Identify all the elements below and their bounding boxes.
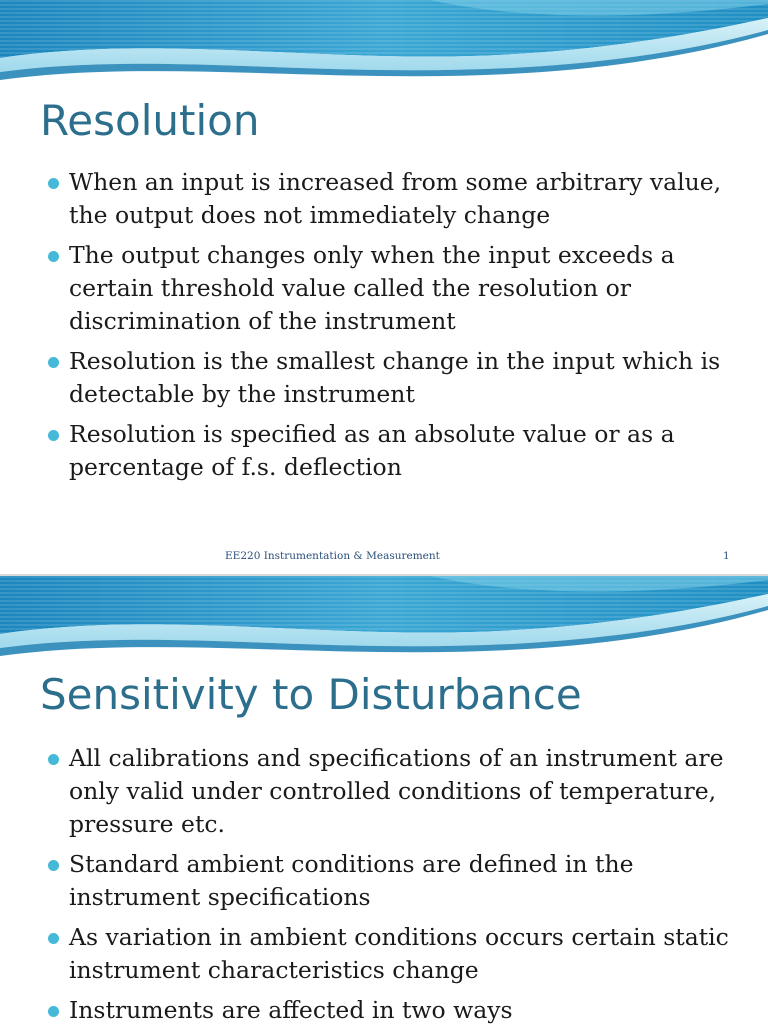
bullet-icon (48, 933, 59, 944)
bullet-text: Resolution is specified as an absolute value or as a percentage of f.s. deflection (69, 420, 675, 481)
bullet-item (0, 345, 740, 411)
bullet-icon (48, 1006, 59, 1017)
bullet-item (0, 921, 740, 987)
bullet-icon (48, 754, 59, 765)
bullet-item (0, 994, 740, 1024)
bullet-item (0, 239, 740, 338)
bullet-list (0, 166, 740, 491)
bullet-item (0, 166, 740, 232)
wave-header-graphic (0, 576, 768, 676)
bullet-icon (48, 357, 59, 368)
bullet-text: When an input is increased from some arbitrary value, the output does not immediately change (69, 168, 722, 229)
bullet-icon (48, 430, 59, 441)
slide-title: Resolution (40, 96, 260, 145)
bullet-text: As variation in ambient conditions occurs certain static instrument characteristics change (69, 923, 729, 984)
bullet-text: Instruments are affected in two ways (69, 996, 513, 1024)
bullet-text: Standard ambient conditions are defined in the instrument specifications (69, 850, 634, 911)
footer-course-title: EE220 Instrumentation & Measurement (225, 550, 440, 562)
bullet-item (0, 848, 740, 914)
bullet-item (0, 418, 740, 484)
slide-title: Sensitivity to Disturbance (40, 670, 582, 719)
slide-footer (0, 550, 768, 566)
bullet-text: The output changes only when the input exceeds a certain threshold value called the resolution or discrimination of the instrument (69, 241, 675, 335)
bullet-text: Resolution is the smallest change in the input which is detectable by the instrument (69, 347, 721, 408)
bullet-text: All calibrations and specifications of an instrument are only valid under controlled conditions of temperature, pressure etc. (69, 744, 724, 838)
wave-header-graphic (0, 0, 768, 100)
bullet-icon (48, 860, 59, 871)
page-number: 1 (723, 550, 730, 562)
bullet-icon (48, 178, 59, 189)
bullet-item (0, 742, 740, 841)
bullet-list (0, 742, 740, 1024)
slide-2 (0, 576, 768, 1024)
bullet-icon (48, 251, 59, 262)
